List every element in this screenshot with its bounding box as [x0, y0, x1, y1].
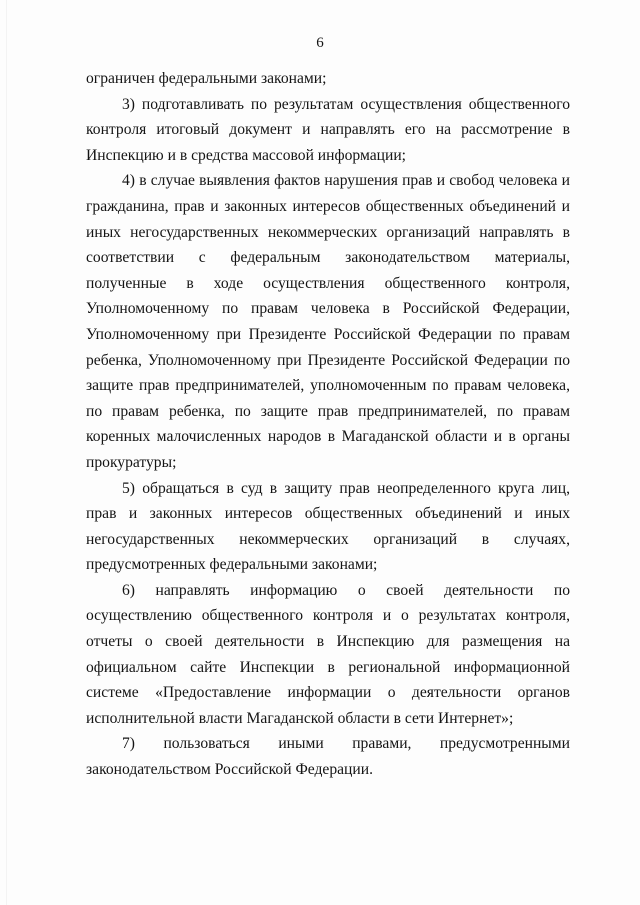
paragraph-item-6: 6) направлять информацию о своей деятельности по осуществлению общественного контроля и о результатах контроля, отчеты о своей деятельности в Инспекцию для размещения на официальном сайте Инспекции в региональной информационной системе «Предоставление информации о деятельности органов исполнительной власти Магаданской области в сети Интернет»; — [86, 581, 570, 727]
page-number: 6 — [316, 35, 324, 51]
paragraph-item-3: 3) подготавливать по результатам осуществления общественного контроля итоговый документ и направлять его на рассмотрение в Инспекцию и в средства массовой информации; — [86, 95, 570, 164]
paragraph-continuation: ограничен федеральными законами; — [86, 70, 327, 87]
paragraph-item-5: 5) обращаться в суд в защиту прав неопределенного круга лиц, прав и законных интересов общественных объединений и иных негосударственных некоммерческих организаций в случаях, предусмотренных федеральными законами; — [86, 479, 570, 574]
scan-edge-shadow — [6, 0, 7, 905]
paragraph-item-4: 4) в случае выявления фактов нарушения прав и свобод человека и гражданина, прав и законных интересов общественных объединений и иных негосударственных некоммерческих организаций направлять в соответствии с федеральным законодательством материалы, полученные в ходе осуществления общественного контроля, Уполномоченному по правам человека в Российской Федерации, Уполномоченному при Президенте Российской Федерации по правам ребенка, Уполномоченному при Президенте Российской Федерации по защите прав предпринимателей, уполномоченным по правам человека, по правам ребенка, по защите прав предпринимателей, по правам коренных малочисленных народов в Магаданской области и в органы прокуратуры; — [86, 172, 570, 471]
paragraph-item-7: 7) пользоваться иными правами, предусмотренными законодательством Российской Федерации. — [86, 735, 570, 779]
document-body — [86, 66, 570, 783]
